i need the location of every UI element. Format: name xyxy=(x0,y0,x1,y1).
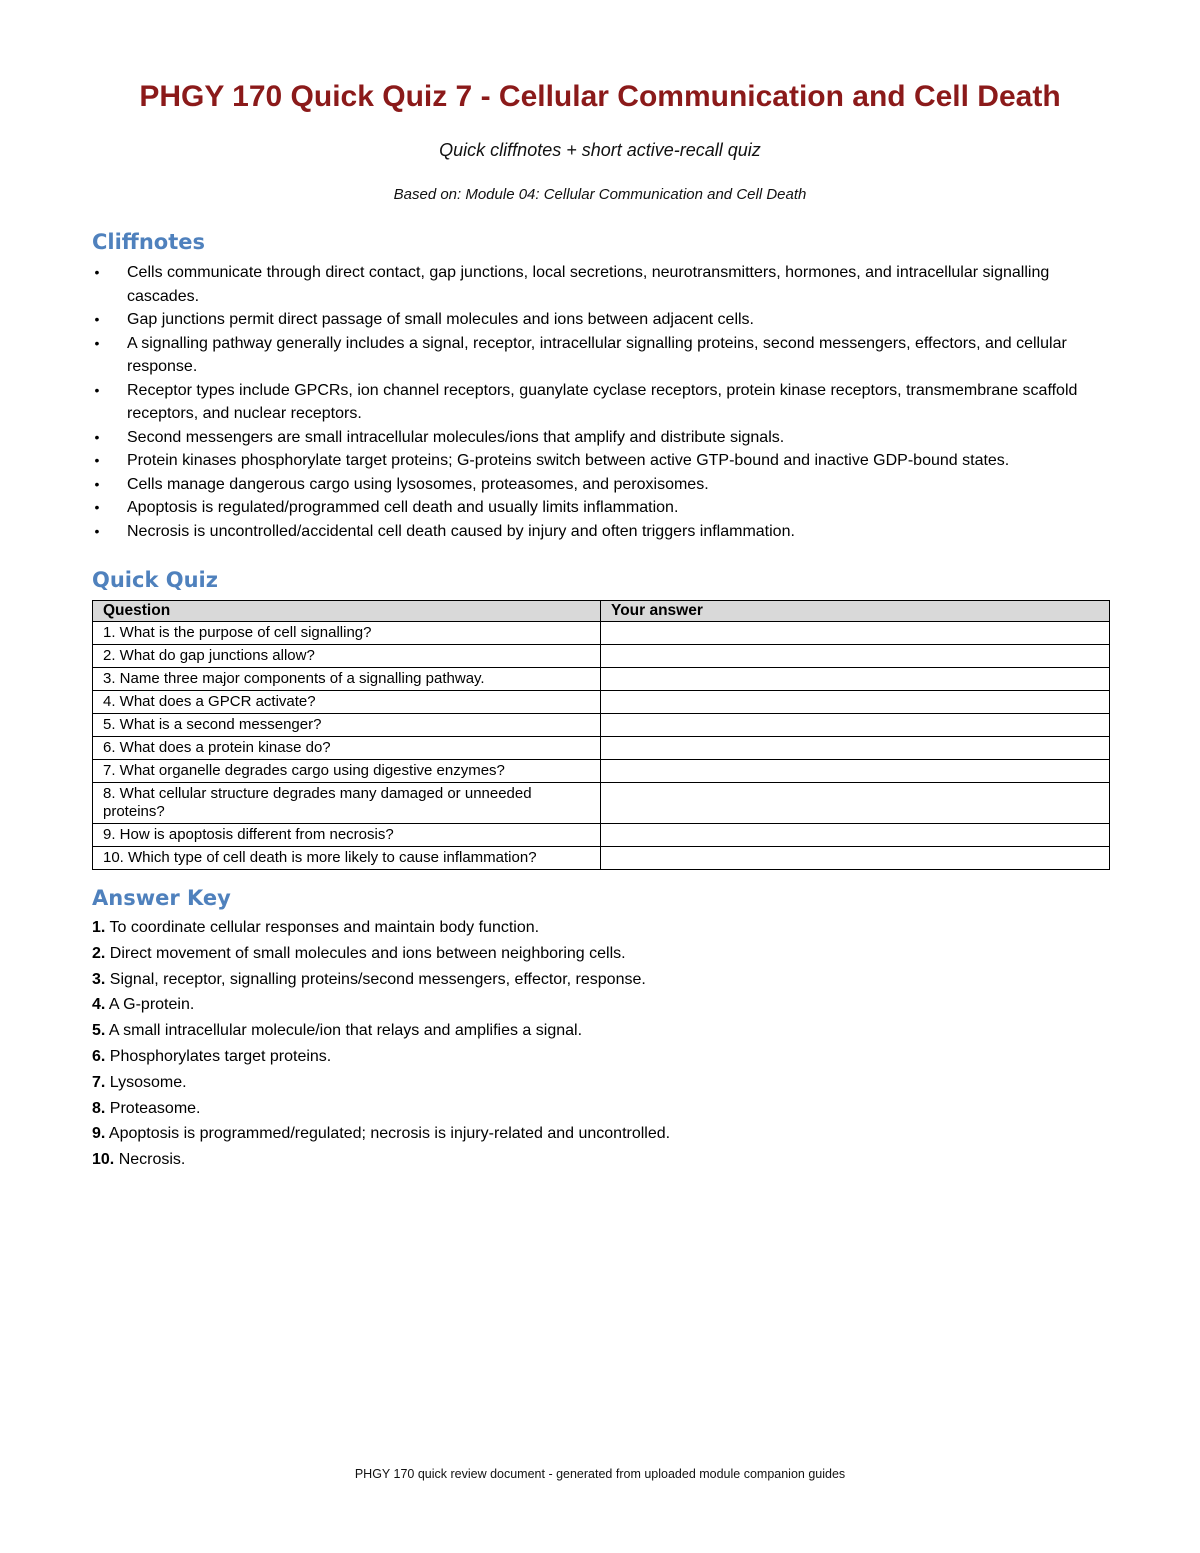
answer-number: 8. xyxy=(92,1099,106,1117)
answer-key-item xyxy=(92,1070,1112,1096)
answer-text: To coordinate cellular responses and maintain body function. xyxy=(105,919,540,936)
bullet-icon: • xyxy=(94,452,100,468)
cliffnote-text: Cells manage dangerous cargo using lysosomes, proteasomes, and peroxisomes. xyxy=(127,475,709,493)
cliffnote-item xyxy=(92,520,1122,544)
bullet-icon: • xyxy=(94,475,100,492)
answer-number: 4. xyxy=(92,996,106,1014)
table-row xyxy=(93,760,1110,783)
cliffnote-item xyxy=(92,308,1122,332)
answer-cell[interactable] xyxy=(601,668,1110,691)
bullet-icon: • xyxy=(94,264,100,280)
cliffnote-item xyxy=(92,496,1122,520)
answer-number: 2. xyxy=(92,944,106,962)
table-row xyxy=(93,622,1110,645)
answer-cell[interactable] xyxy=(601,783,1110,824)
page-footer: PHGY 170 quick review document - generated from uploaded module companion guides xyxy=(354,1467,846,1481)
answer-key-item xyxy=(92,1121,1112,1147)
answer-cell[interactable] xyxy=(601,760,1110,783)
cliffnote-text: Gap junctions permit direct passage of small molecules and ions between adjacent cells. xyxy=(127,311,754,328)
cliffnote-item xyxy=(92,449,1122,473)
question-cell: 4. What does a GPCR activate? xyxy=(93,691,601,714)
answer-cell[interactable] xyxy=(601,714,1110,737)
question-cell: 1. What is the purpose of cell signalling? xyxy=(93,622,601,645)
page-title: PHGY 170 Quick Quiz 7 - Cellular Communication and Cell Death xyxy=(139,80,1061,113)
cliffnote-text: Protein kinases phosphorylate target proteins; G-proteins switch between active GTP-bound and inactive GDP-bound states. xyxy=(127,452,1010,469)
quiz-header-row xyxy=(93,601,1110,622)
answer-text: Phosphorylates target proteins. xyxy=(105,1047,332,1065)
question-cell: 9. How is apoptosis different from necrosis? xyxy=(93,824,601,847)
question-cell: 7. What organelle degrades cargo using digestive enzymes? xyxy=(93,760,601,783)
answer-text: Lysosome. xyxy=(105,1073,187,1091)
answer-cell[interactable] xyxy=(601,824,1110,847)
question-cell: 10. Which type of cell death is more likely to cause inflammation? xyxy=(93,847,601,870)
table-row xyxy=(93,737,1110,760)
answer-number: 10. xyxy=(92,1151,115,1169)
bullet-icon: • xyxy=(94,428,100,445)
quiz-table xyxy=(92,600,1110,870)
answer-key-heading: Answer Key xyxy=(92,886,231,910)
question-cell: 2. What do gap junctions allow? xyxy=(93,645,601,668)
answer-cell[interactable] xyxy=(601,737,1110,760)
cliffnote-item xyxy=(92,261,1122,308)
answer-key-item xyxy=(92,1147,1112,1173)
answer-number: 6. xyxy=(92,1047,106,1065)
table-row xyxy=(93,824,1110,847)
answer-number: 1. xyxy=(92,919,106,936)
table-row xyxy=(93,668,1110,691)
cliffnotes-list xyxy=(92,261,1122,543)
answer-cell[interactable] xyxy=(601,622,1110,645)
answer-number: 7. xyxy=(92,1073,106,1091)
answer-key-item xyxy=(92,941,1112,967)
answer-key-item xyxy=(92,992,1112,1018)
question-column-header: Question xyxy=(93,601,601,622)
cliffnote-text: Second messengers are small intracellular molecules/ions that amplify and distribute signals. xyxy=(127,428,785,446)
answer-cell[interactable] xyxy=(601,847,1110,870)
answer-text: Proteasome. xyxy=(105,1099,201,1117)
cliffnote-text: Cells communicate through direct contact, gap junctions, local secretions, neurotransmitters, hormones, and intracellular signalling cascades. xyxy=(127,264,1050,305)
answer-text: Necrosis. xyxy=(114,1151,186,1169)
answer-key-item xyxy=(92,967,1112,993)
answer-key-item xyxy=(92,1044,1112,1070)
answer-cell[interactable] xyxy=(601,645,1110,668)
bullet-icon: • xyxy=(94,499,100,515)
table-row xyxy=(93,783,1110,824)
answer-number: 9. xyxy=(92,1125,106,1143)
cliffnote-item xyxy=(92,426,1122,450)
answer-text: Signal, receptor, signalling proteins/second messengers, effector, response. xyxy=(105,970,646,988)
answer-key-item xyxy=(92,915,1112,941)
table-row xyxy=(93,691,1110,714)
question-cell: 6. What does a protein kinase do? xyxy=(93,737,601,760)
answer-cell[interactable] xyxy=(601,691,1110,714)
cliffnote-item xyxy=(92,379,1122,426)
cliffnote-text: Receptor types include GPCRs, ion channel receptors, guanylate cyclase receptors, protein kinase receptors, transmembrane scaffold receptors, and nuclear receptors. xyxy=(127,381,1078,422)
based-on-line: Based on: Module 04: Cellular Communication and Cell Death xyxy=(393,186,807,203)
bullet-icon: • xyxy=(94,311,100,327)
cliffnote-text: Necrosis is uncontrolled/accidental cell death caused by injury and often triggers inflammation. xyxy=(127,522,795,540)
answer-number: 5. xyxy=(92,1022,106,1040)
cliffnote-item xyxy=(92,473,1122,497)
question-cell: 3. Name three major components of a signalling pathway. xyxy=(93,668,601,691)
answer-text: A small intracellular molecule/ion that relays and amplifies a signal. xyxy=(105,1022,583,1040)
bullet-icon: • xyxy=(94,522,100,539)
answer-key-item xyxy=(92,1096,1112,1122)
table-row xyxy=(93,847,1110,870)
answer-column-header: Your answer xyxy=(601,601,1110,622)
page-subtitle: Quick cliffnotes + short active-recall quiz xyxy=(439,140,761,160)
cliffnote-text: A signalling pathway generally includes a signal, receptor, intracellular signalling proteins, second messengers, effectors, and cellular response. xyxy=(127,334,1067,375)
answer-text: Direct movement of small molecules and ions between neighboring cells. xyxy=(105,944,626,962)
table-row xyxy=(93,714,1110,737)
question-cell: 5. What is a second messenger? xyxy=(93,714,601,737)
cliffnote-text: Apoptosis is regulated/programmed cell death and usually limits inflammation. xyxy=(127,499,679,516)
bullet-icon: • xyxy=(94,334,100,351)
cliffnotes-heading: Cliffnotes xyxy=(92,230,205,254)
quick-quiz-heading: Quick Quiz xyxy=(92,568,218,592)
bullet-icon: • xyxy=(94,381,100,398)
cliffnote-item xyxy=(92,332,1122,379)
table-row xyxy=(93,645,1110,668)
answer-text: Apoptosis is programmed/regulated; necrosis is injury-related and uncontrolled. xyxy=(105,1125,671,1143)
answer-key-item xyxy=(92,1018,1112,1044)
quiz-rows xyxy=(93,622,1110,870)
question-cell: 8. What cellular structure degrades many damaged or unneeded proteins? xyxy=(93,783,601,824)
answer-key-list xyxy=(92,915,1112,1173)
answer-number: 3. xyxy=(92,970,106,988)
answer-text: A G-protein. xyxy=(105,996,195,1014)
